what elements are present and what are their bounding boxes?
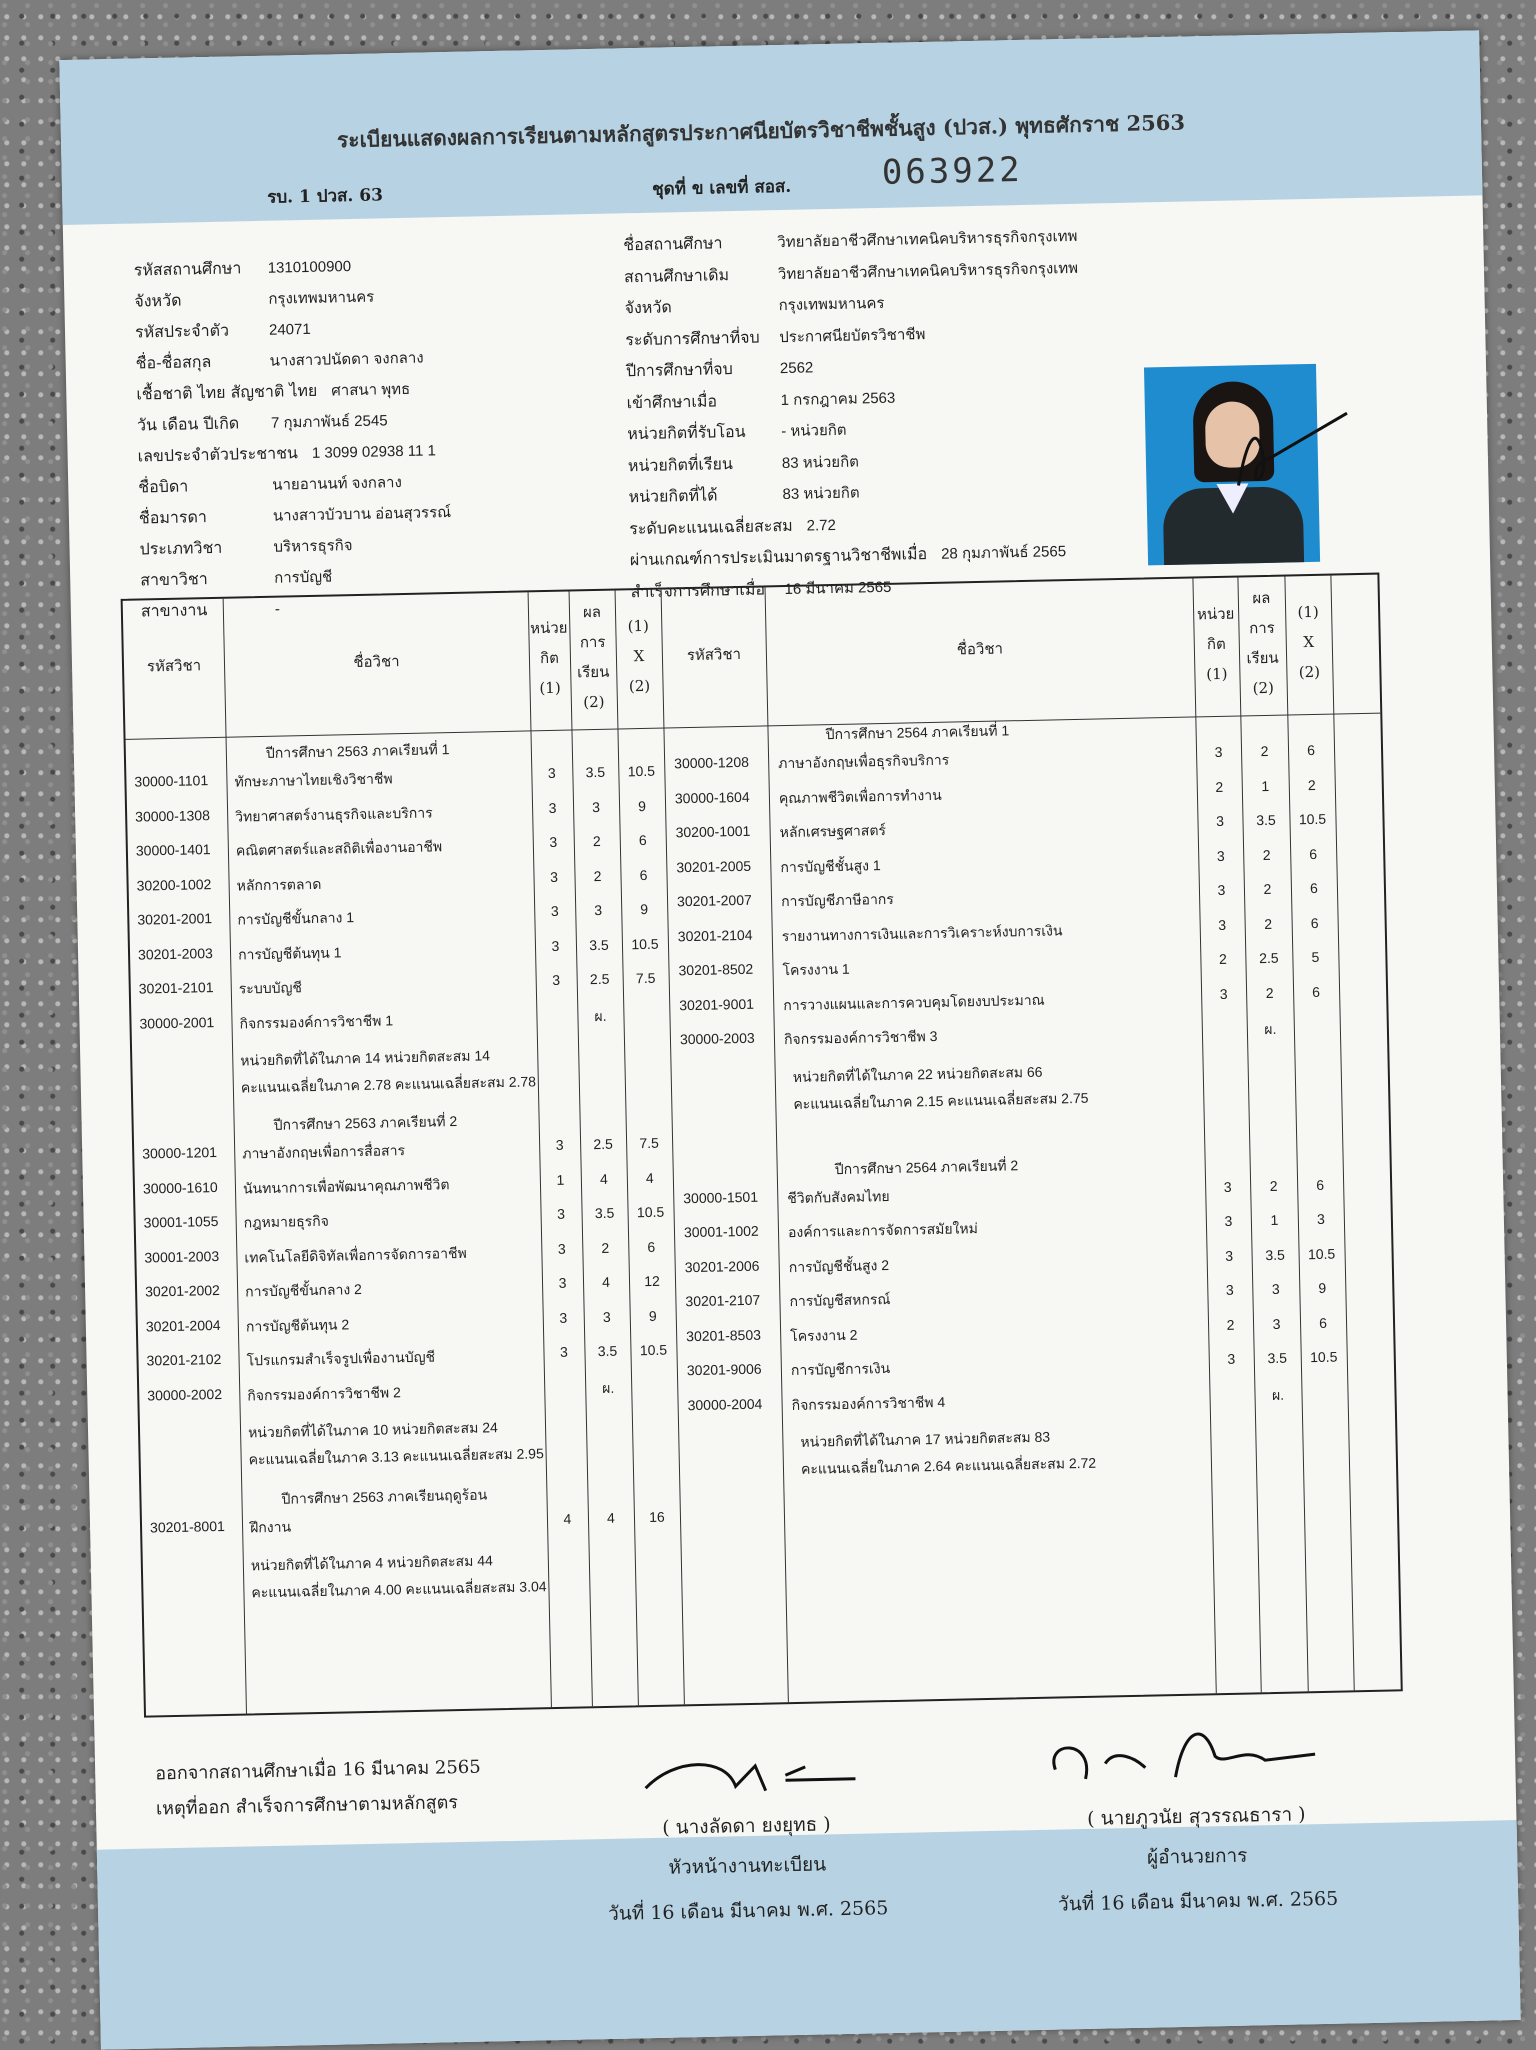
- course-credit: 3: [1223, 1178, 1232, 1195]
- course-grade: 3.5: [1267, 1349, 1288, 1367]
- course-name: การบัญชีชั้นสูง 2: [788, 1256, 890, 1275]
- course-credit: 3: [558, 1274, 567, 1291]
- course-name: โครงงาน 1: [782, 960, 850, 979]
- info-value: - หน่วยกิต: [781, 421, 847, 441]
- course-grade: 2: [1260, 742, 1269, 760]
- info-line: [628, 449, 860, 479]
- course-code: 30201-2101: [138, 979, 214, 997]
- course-code: 30201-8502: [678, 960, 754, 979]
- course-code: 30000-1208: [674, 753, 750, 772]
- course-name: การบัญชีขั้นกลาง 1: [237, 909, 355, 928]
- course-code: 30200-1002: [136, 875, 212, 894]
- info-label: หน่วยกิตที่รับโอน: [627, 421, 746, 444]
- info-label: หน่วยกิตที่เรียน: [627, 453, 733, 475]
- info-label: ชื่อมารดา: [138, 507, 208, 528]
- course-name: การวางแผนและการควบคุมโดยงบประมาณ: [783, 991, 1045, 1013]
- course-name: กิจกรรมองค์การวิชาชีพ 2: [247, 1383, 401, 1403]
- course-grade: 4: [599, 1170, 608, 1187]
- info-label: ปีการศึกษาที่จบ: [625, 359, 733, 381]
- course-grade: 3.5: [585, 763, 606, 781]
- info-value: -: [274, 600, 281, 618]
- column-header-grade: เรียน: [576, 662, 610, 682]
- info-value: 2562: [779, 359, 814, 378]
- info-line: [630, 539, 1067, 573]
- course-grade: 2: [1269, 1177, 1278, 1194]
- course-name: โปรแกรมสำเร็จรูปเพื่องานบัญชี: [246, 1348, 436, 1369]
- course-credit: 3: [1224, 1212, 1233, 1229]
- info-label: ชื่อสถานศึกษา: [623, 233, 723, 255]
- course-points: 10.5: [1309, 1348, 1338, 1366]
- info-value: 7 กุมภาพันธ์ 2545: [270, 412, 388, 432]
- course-grade: 4: [606, 1509, 616, 1526]
- column-header-product: (1): [627, 616, 650, 636]
- course-grade: 3: [1271, 1280, 1280, 1297]
- course-credit: [1202, 1019, 1247, 1020]
- course-credit: 3: [1216, 847, 1225, 864]
- course-name: กฎหมายธุรกิจ: [243, 1212, 330, 1231]
- info-label: จังหวัด: [624, 297, 672, 318]
- course-points: [1301, 1383, 1347, 1384]
- term-summary: หน่วยกิตที่ได้ในภาค 17 หน่วยกิตสะสม 83: [800, 1428, 1051, 1450]
- info-line: [140, 564, 333, 593]
- course-credit: 2: [1215, 778, 1224, 795]
- column-header-grade: (2): [583, 692, 605, 712]
- course-name: กิจกรรมองค์การวิชาชีพ 3: [783, 1027, 938, 1048]
- term-heading: ปีการศึกษา 2563 ภาคเรียนที่ 2: [273, 1112, 458, 1133]
- course-credit: [536, 1006, 577, 1007]
- info-value: ประกาศนียบัตรวิชาชีพ: [779, 325, 926, 346]
- course-credit: [544, 1378, 585, 1379]
- course-points: 5: [1311, 948, 1320, 966]
- course-name: ฝึกงาน: [249, 1518, 292, 1536]
- header-code-left: รหัสวิชา: [146, 656, 202, 676]
- course-name: การบัญชีต้นทุน 2: [245, 1315, 350, 1334]
- course-name: ทักษะภาษาไทยเชิงวิชาชีพ: [234, 770, 393, 790]
- info-line: [626, 385, 895, 416]
- column-header-credit: กิต: [1206, 634, 1226, 654]
- transcript-document: [59, 30, 1520, 2049]
- info-value: 1 3099 02938 11 1: [311, 442, 437, 462]
- info-label: สาขาวิชา: [140, 569, 208, 590]
- course-code: 30201-2002: [144, 1281, 221, 1300]
- course-name: การบัญชีขั้นกลาง 2: [244, 1281, 363, 1300]
- course-grade: ผ.: [602, 1379, 615, 1396]
- course-code: 30000-1501: [683, 1188, 759, 1206]
- course-grade: ผ.: [1264, 1020, 1277, 1038]
- column-header-product: X: [1303, 632, 1315, 652]
- course-code: 30000-2004: [687, 1395, 763, 1413]
- course-credit: 3: [557, 1205, 566, 1222]
- info-line: [134, 285, 374, 315]
- director-date: วันที่ 16 เดือน มีนาคม พ.ศ. 2565: [1057, 1887, 1339, 1916]
- course-grade: 3: [594, 901, 603, 919]
- info-label: วัน เดือน ปีเกิด: [136, 413, 240, 435]
- course-points: 3: [1316, 1210, 1325, 1228]
- course-code: 30201-8503: [686, 1326, 762, 1344]
- course-points: 6: [1310, 914, 1319, 931]
- course-code: 30000-1401: [135, 841, 211, 859]
- course-credit: 3: [552, 971, 561, 988]
- course-credit: 1: [556, 1171, 565, 1188]
- info-value: 2.72: [806, 516, 837, 535]
- column-header-grade: การ: [579, 632, 606, 652]
- course-grade: 3.5: [1256, 811, 1276, 829]
- course-credit: 3: [1217, 881, 1226, 899]
- column-header-credit: กิต: [539, 648, 560, 668]
- course-code: 30201-2001: [137, 910, 213, 928]
- course-points: 10.5: [627, 762, 656, 780]
- course-name: หลักเศรษฐศาสตร์: [779, 821, 887, 841]
- set-number-label: ชุดที่ ข เลขที่ สอส.: [651, 176, 792, 200]
- info-line: [624, 291, 884, 321]
- course-credit: 3: [1219, 985, 1228, 1002]
- form-code: รบ. 1 ปวส. 63: [267, 185, 384, 208]
- course-grade: ผ.: [594, 1007, 607, 1024]
- course-credit: 3: [549, 868, 559, 885]
- info-label: ชื่อ-ชื่อสกุล: [135, 351, 212, 373]
- course-points: 6: [1306, 741, 1316, 759]
- course-name: นันทนาการเพื่อพัฒนาคุณภาพชีวิต: [242, 1175, 450, 1196]
- leave-date: ออกจากสถานศึกษาเมื่อ 16 มีนาคม 2565: [155, 1756, 481, 1785]
- course-points: 9: [648, 1307, 657, 1324]
- course-code: 30000-2002: [147, 1385, 223, 1404]
- info-value: นางสาวปนัดดา จงกลาง: [269, 349, 424, 370]
- course-grade: 2: [601, 1239, 610, 1256]
- info-value: บริหารธุรกิจ: [273, 537, 353, 556]
- column-header-grade: เรียน: [1246, 648, 1279, 668]
- course-points: 6: [1316, 1176, 1325, 1193]
- info-line: [135, 346, 423, 377]
- info-line: [139, 533, 353, 562]
- course-grade: 1: [1270, 1211, 1279, 1228]
- course-points: 6: [1309, 845, 1318, 862]
- course-credit: 3: [550, 902, 559, 919]
- info-value: กรุงเทพมหานคร: [268, 288, 375, 308]
- course-name: การบัญชีต้นทุน 1: [237, 943, 342, 963]
- course-name: คณิตศาสตร์และสถิติเพื่องานอาชีพ: [235, 838, 443, 859]
- info-value: วิทยาลัยอาชีวศึกษาเทคนิคบริหารธุรกิจกรุงเทพ: [777, 259, 1079, 283]
- course-points: 10.5: [636, 1203, 665, 1221]
- course-points: 16: [648, 1508, 665, 1526]
- info-value: ศาสนา พุทธ: [331, 380, 411, 400]
- registrar-name: ( นางลัดดา ยงยุทธ ): [661, 1813, 831, 1839]
- info-line: [623, 224, 1078, 259]
- column-header-credit: (1): [1206, 664, 1228, 684]
- column-header-product: (2): [628, 676, 651, 696]
- course-grade: 2: [592, 832, 601, 850]
- course-points: 10.5: [639, 1341, 668, 1359]
- course-points: 2: [1307, 776, 1316, 793]
- term-heading: ปีการศึกษา 2563 ภาคเรียนฤดูร้อน: [281, 1486, 488, 1507]
- info-value: 83 หน่วยกิต: [782, 484, 860, 504]
- info-label: เชื้อชาติ ไทย สัญชาติ ไทย: [136, 380, 318, 404]
- info-label: เข้าศึกษาเมื่อ: [626, 390, 718, 412]
- course-points: 6: [638, 831, 647, 849]
- info-line: [627, 418, 847, 448]
- course-credit: 3: [1225, 1247, 1234, 1264]
- course-points: 9: [1318, 1279, 1327, 1296]
- course-code: 30000-1610: [142, 1178, 218, 1197]
- director-name: ( นายภูวนัย สุวรรณธารา ): [1086, 1803, 1306, 1830]
- course-code: 30000-1604: [674, 788, 750, 806]
- course-points: 9: [637, 797, 647, 814]
- column-header-credit: หน่วย: [1196, 604, 1235, 624]
- column-header-product: X: [633, 646, 645, 666]
- course-credit: 3: [557, 1240, 566, 1257]
- course-code: 30201-2007: [676, 891, 752, 910]
- course-credit: 4: [563, 1510, 572, 1527]
- info-label: รหัสประจำตัว: [134, 320, 230, 342]
- serial-number: 063922: [881, 149, 1024, 193]
- info-label: ระดับคะแนนเฉลี่ยสะสม: [629, 515, 793, 538]
- info-value: วิทยาลัยอาชีวศึกษาเทคนิคบริหารธุรกิจกรุงเทพ: [777, 227, 1078, 252]
- course-points: 10.5: [1298, 810, 1327, 828]
- director-signature: [1034, 1714, 1336, 1800]
- course-grade: 3.5: [594, 1204, 615, 1222]
- course-name: รายงานทางการเงินและการวิเคราะห์งบการเงิน: [781, 921, 1063, 944]
- info-line: [133, 254, 351, 284]
- term-heading: ปีการศึกษา 2564 ภาคเรียนที่ 1: [825, 722, 1010, 743]
- info-label: จังหวัด: [134, 290, 182, 311]
- course-grade: ผ.: [1271, 1386, 1285, 1403]
- course-grade: 2: [1264, 915, 1273, 932]
- term-summary: หน่วยกิตที่ได้ในภาค 4 หน่วยกิตสะสม 44: [250, 1551, 493, 1573]
- info-label: สถานศึกษาเดิม: [623, 264, 730, 286]
- course-code: 30201-8001: [149, 1517, 225, 1536]
- course-credit: 3: [559, 1343, 569, 1360]
- course-code: 30000-1308: [135, 806, 211, 825]
- course-grade: 4: [601, 1273, 611, 1290]
- photo-signature: [1217, 393, 1359, 516]
- info-line: [137, 408, 388, 438]
- course-grade: 2.5: [593, 1135, 614, 1153]
- term-summary: หน่วยกิตที่ได้ในภาค 10 หน่วยกิตสะสม 24: [247, 1419, 498, 1441]
- course-code: 30201-2005: [676, 857, 752, 875]
- course-code: 30201-9001: [679, 995, 755, 1013]
- course-credit: [1209, 1385, 1254, 1386]
- course-name: การบัญชีภาษีอากร: [780, 890, 894, 910]
- course-credit: 3: [1214, 743, 1223, 761]
- document-title: ระเบียนแสดงผลการเรียนตามหลักสูตรประกาศนียบัตรวิชาชีพชั้นสูง (ปวส.) พุทธศักราช 2563: [336, 109, 1186, 153]
- course-name: คุณภาพชีวิตเพื่อการทำงาน: [778, 786, 942, 806]
- course-name: วิทยาศาสตร์งานธุรกิจและบริการ: [235, 803, 433, 825]
- course-points: 6: [639, 866, 648, 883]
- course-name: ภาษาอังกฤษเพื่อการสื่อสาร: [242, 1142, 406, 1162]
- director-title: ผู้อำนวยการ: [1146, 1844, 1248, 1869]
- column-header-grade: ผล: [582, 602, 602, 622]
- course-credit: 3: [559, 1309, 568, 1326]
- course-credit: 3: [1225, 1281, 1234, 1298]
- course-grade: 3.5: [597, 1342, 618, 1360]
- course-code: 30201-2104: [677, 926, 753, 944]
- course-name: การบัญชีชั้นสูง 1: [780, 856, 881, 875]
- info-label: เลขประจำตัวประชาชน: [137, 443, 299, 466]
- course-code: 30000-2001: [139, 1013, 215, 1032]
- course-code: 30201-2107: [685, 1291, 761, 1310]
- course-code: 30201-2004: [145, 1316, 221, 1335]
- course-grade: 2: [1265, 984, 1274, 1001]
- course-name: ระบบบัญชี: [238, 979, 303, 997]
- course-code: 30201-9006: [686, 1360, 762, 1379]
- course-points: 10.5: [631, 935, 659, 952]
- course-credit: 3: [551, 937, 560, 954]
- column-header-credit: หน่วย: [529, 618, 568, 638]
- info-label: สาขางาน: [140, 600, 208, 621]
- info-value: 83 หน่วยกิต: [781, 452, 860, 472]
- course-credit: 2: [1218, 950, 1227, 967]
- info-line: [137, 438, 436, 469]
- info-value: 24071: [268, 320, 311, 339]
- course-code: 30201-2102: [146, 1350, 222, 1369]
- info-value: นางสาวบัวบาน อ่อนสุวรรณ์: [272, 503, 452, 525]
- course-name: โครงงาน 2: [790, 1326, 858, 1344]
- info-label: หน่วยกิตที่ได้: [628, 485, 718, 507]
- course-grade: 3: [591, 798, 601, 815]
- info-value: นายอานนท์ จงกลาง: [272, 474, 403, 494]
- course-credit: 3: [547, 764, 556, 782]
- course-name: กิจกรรมองค์การวิชาชีพ 1: [239, 1011, 394, 1032]
- grades-table: [121, 573, 1403, 1718]
- course-code: 30000-1101: [134, 772, 209, 790]
- course-name: ภาษาอังกฤษเพื่อธุรกิจบริการ: [778, 751, 950, 772]
- info-line: [625, 322, 926, 353]
- course-credit: 3: [549, 833, 558, 850]
- course-credit: 3: [555, 1136, 564, 1153]
- term-summary: คะแนนเฉลี่ยในภาค 2.78 คะแนนเฉลี่ยสะสม 2.78: [240, 1073, 537, 1096]
- course-grade: 2.5: [589, 970, 610, 988]
- course-credit: 2: [1226, 1316, 1235, 1333]
- info-line: [628, 480, 860, 510]
- course-name: การบัญชีการเงิน: [790, 1359, 891, 1379]
- leave-reason: เหตุที่ออก สำเร็จการศึกษาตามหลักสูตร: [155, 1792, 459, 1820]
- info-line: [138, 470, 402, 501]
- course-grade: 1: [1261, 777, 1270, 794]
- info-value: 16 มีนาคม 2565: [784, 578, 892, 598]
- course-name: เทคโนโลยีดิจิทัลเพื่อการจัดการอาชีพ: [244, 1244, 467, 1265]
- column-header-product: (2): [1298, 662, 1321, 682]
- course-name: การบัญชีสหกรณ์: [789, 1290, 891, 1310]
- course-points: 6: [1318, 1314, 1328, 1331]
- course-points: 9: [640, 900, 649, 918]
- registrar-date: วันที่ 16 เดือน มีนาคม พ.ศ. 2565: [607, 1897, 889, 1925]
- column-header-grade: ผล: [1252, 588, 1271, 608]
- registrar-signature: [635, 1743, 876, 1808]
- course-points: 4: [645, 1169, 654, 1186]
- course-points: 6: [1309, 879, 1318, 897]
- info-label: รหัสสถานศึกษา: [133, 258, 242, 280]
- course-code: 30001-2003: [144, 1247, 220, 1266]
- course-grade: 2: [1263, 880, 1272, 898]
- info-line: [629, 512, 836, 541]
- term-summary: หน่วยกิตที่ได้ในภาค 14 หน่วยกิตสะสม 14: [240, 1047, 491, 1069]
- course-grade: 2: [593, 867, 602, 884]
- info-label: ผ่านเกณฑ์การประเมินมาตรฐานวิชาชีพเมื่อ: [629, 544, 928, 570]
- info-value: 1 กรกฎาคม 2563: [780, 389, 896, 409]
- course-points: [1294, 1017, 1340, 1018]
- term-summary: คะแนนเฉลี่ยในภาค 2.64 คะแนนเฉลี่ยสะสม 2.72: [800, 1454, 1097, 1477]
- info-line: [626, 355, 814, 384]
- info-label: สำเร็จการศึกษาเมื่อ: [630, 578, 766, 601]
- info-line: [624, 255, 1079, 290]
- course-points: 12: [644, 1272, 660, 1290]
- info-value: 28 กุมภาพันธ์ 2565: [940, 543, 1067, 563]
- term-summary: คะแนนเฉลี่ยในภาค 2.15 คะแนนเฉลี่ยสะสม 2.75: [793, 1089, 1089, 1112]
- column-header-grade: (2): [1252, 678, 1275, 698]
- course-credit: 3: [1218, 916, 1227, 933]
- info-line: [136, 377, 410, 408]
- course-points: [623, 1004, 669, 1005]
- term-heading: ปีการศึกษา 2564 ภาคเรียนที่ 2: [834, 1156, 1019, 1177]
- info-line: [139, 500, 452, 532]
- course-grade: 3: [1272, 1315, 1281, 1332]
- term-summary: หน่วยกิตที่ได้ในภาค 22 หน่วยกิตสะสม 66: [792, 1063, 1043, 1085]
- term-summary: คะแนนเฉลี่ยในภาค 4.00 คะแนนเฉลี่ยสะสม 3.04: [251, 1577, 547, 1600]
- course-grade: 2: [1262, 846, 1271, 863]
- course-name: องค์การและการจัดการสมัยใหม่: [787, 1220, 979, 1241]
- course-credit: 3: [1227, 1350, 1236, 1367]
- info-label: ระดับการศึกษาที่จบ: [625, 326, 760, 349]
- course-code: 30000-2003: [679, 1029, 755, 1048]
- info-label: ประเภทวิชา: [139, 537, 223, 559]
- course-points: 6: [1312, 983, 1321, 1000]
- course-grade: 2.5: [1258, 949, 1279, 967]
- course-code: 30201-2006: [684, 1257, 760, 1275]
- course-points: 6: [647, 1238, 656, 1255]
- info-line: [135, 317, 311, 346]
- header-name-right: ชื่อวิชา: [956, 639, 1004, 659]
- course-credit: 3: [548, 799, 557, 816]
- header-name-left: ชื่อวิชา: [353, 652, 400, 672]
- header-code-right: รหัสวิชา: [686, 644, 742, 665]
- info-value: กรุงเทพมหานคร: [778, 294, 885, 315]
- course-name: กิจกรรมองค์การวิชาชีพ 4: [791, 1393, 946, 1413]
- course-code: 30201-2003: [137, 944, 213, 963]
- info-value: การบัญชี: [274, 568, 333, 587]
- course-points: 7.5: [639, 1134, 660, 1152]
- course-points: [631, 1376, 677, 1377]
- course-grade: 3: [602, 1308, 611, 1325]
- course-grade: 3.5: [589, 936, 609, 953]
- course-code: 30001-1055: [143, 1213, 219, 1231]
- column-header-credit: (1): [539, 678, 561, 698]
- term-summary: คะแนนเฉลี่ยในภาค 3.13 คะแนนเฉลี่ยสะสม 2.95: [248, 1445, 544, 1468]
- course-points: 7.5: [635, 969, 656, 987]
- course-grade: 3.5: [1265, 1246, 1285, 1263]
- term-heading: ปีการศึกษา 2563 ภาคเรียนที่ 1: [265, 741, 450, 761]
- registrar-title: หัวหน้างานทะเบียน: [668, 1853, 827, 1879]
- course-code: 30000-1201: [142, 1144, 218, 1162]
- course-credit: 3: [1215, 812, 1225, 830]
- column-header-grade: การ: [1249, 618, 1275, 638]
- info-label: ชื่อบิดา: [138, 476, 189, 497]
- column-header-product: (1): [1297, 602, 1319, 622]
- course-code: 30001-1002: [683, 1222, 759, 1241]
- course-name: หลักการตลาด: [236, 875, 322, 894]
- course-name: ชีวิตกับสังคมไทย: [787, 1187, 890, 1206]
- course-points: 10.5: [1307, 1245, 1336, 1262]
- info-value: 1310100900: [267, 258, 352, 277]
- course-code: 30200-1001: [675, 822, 751, 841]
